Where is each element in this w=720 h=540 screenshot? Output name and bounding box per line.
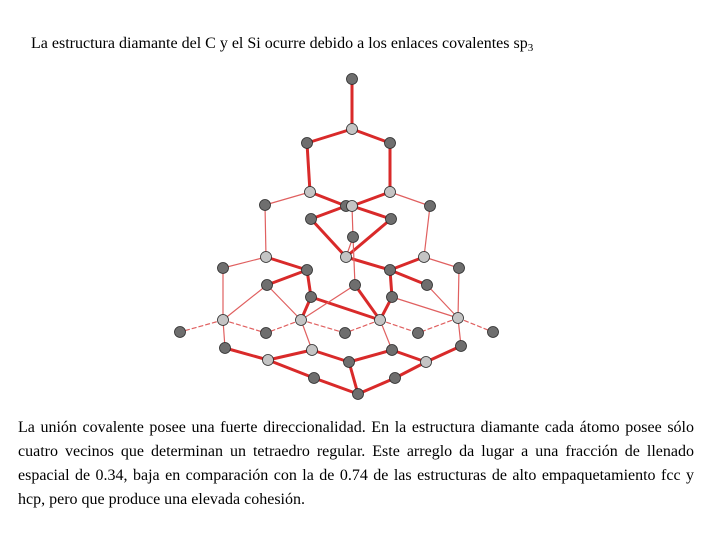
covalent-bond bbox=[358, 378, 395, 394]
covalent-bond bbox=[267, 270, 307, 285]
atom bbox=[218, 315, 229, 326]
atom bbox=[296, 315, 307, 326]
covalent-bond bbox=[352, 206, 391, 219]
covalent-bond bbox=[301, 320, 345, 333]
atom bbox=[263, 355, 274, 366]
atom bbox=[385, 187, 396, 198]
atom bbox=[341, 252, 352, 263]
covalent-bond bbox=[352, 192, 390, 206]
covalent-bond bbox=[223, 285, 267, 320]
atom bbox=[347, 74, 358, 85]
body-paragraph: La unión covalente posee una fuerte direccionalidad. En la estructura diamante cada átomo posee sólo cuatro vecinos que determinan un tetraedro regular. Este arreglo da lugar a una fracción de llenado espacial de 0.34, baja en comparación con la de 0.74 de las estructuras de alto empaquetamiento fcc y hcp, pero que produce una elevada cohesión. bbox=[18, 419, 694, 508]
atom bbox=[425, 201, 436, 212]
covalent-bond bbox=[424, 206, 430, 257]
atom bbox=[421, 357, 432, 368]
covalent-bond bbox=[307, 129, 352, 143]
atom bbox=[307, 345, 318, 356]
covalent-bond bbox=[458, 268, 459, 318]
atom bbox=[419, 252, 430, 263]
title-subscript: 3 bbox=[527, 42, 534, 54]
covalent-bond bbox=[180, 320, 223, 332]
atom bbox=[261, 328, 272, 339]
atom bbox=[488, 327, 499, 338]
covalent-bond bbox=[390, 192, 430, 206]
atom bbox=[387, 292, 398, 303]
covalent-bond bbox=[311, 219, 346, 257]
atom bbox=[218, 263, 229, 274]
atom bbox=[260, 200, 271, 211]
atom bbox=[385, 138, 396, 149]
atom bbox=[306, 214, 317, 225]
atom bbox=[350, 280, 361, 291]
covalent-bond bbox=[223, 257, 266, 268]
atom bbox=[261, 252, 272, 263]
atom bbox=[375, 315, 386, 326]
atom bbox=[386, 214, 397, 225]
atom bbox=[422, 280, 433, 291]
covalent-bond bbox=[418, 318, 458, 333]
atom bbox=[347, 201, 358, 212]
covalent-bond bbox=[267, 285, 301, 320]
atom bbox=[344, 357, 355, 368]
atom bbox=[305, 187, 316, 198]
covalent-bond bbox=[349, 350, 392, 362]
atom bbox=[302, 138, 313, 149]
covalent-bond bbox=[307, 143, 310, 192]
title-text: La estructura diamante del C y el Si ocurre debido a los enlaces covalentes sp bbox=[31, 35, 528, 52]
atom bbox=[348, 232, 359, 243]
atom bbox=[306, 292, 317, 303]
atom bbox=[340, 328, 351, 339]
atom bbox=[220, 343, 231, 354]
covalent-bond bbox=[352, 129, 390, 143]
atom bbox=[262, 280, 273, 291]
covalent-bond bbox=[268, 350, 312, 360]
atom bbox=[353, 389, 364, 400]
covalent-bond bbox=[265, 192, 310, 205]
atom bbox=[387, 345, 398, 356]
covalent-bond bbox=[390, 270, 427, 285]
atom bbox=[390, 373, 401, 384]
atom bbox=[347, 124, 358, 135]
atom bbox=[454, 263, 465, 274]
atom bbox=[413, 328, 424, 339]
covalent-bond bbox=[268, 360, 314, 378]
covalent-bond bbox=[346, 257, 390, 270]
covalent-bond bbox=[223, 320, 266, 333]
covalent-bond bbox=[311, 297, 380, 320]
atom bbox=[175, 327, 186, 338]
covalent-bond bbox=[380, 320, 418, 333]
atom bbox=[309, 373, 320, 384]
atom bbox=[385, 265, 396, 276]
covalent-bond bbox=[225, 348, 268, 360]
atom bbox=[456, 341, 467, 352]
covalent-bond bbox=[314, 378, 358, 394]
atom bbox=[302, 265, 313, 276]
atom bbox=[453, 313, 464, 324]
covalent-bond bbox=[266, 257, 307, 270]
covalent-bond bbox=[265, 205, 266, 257]
